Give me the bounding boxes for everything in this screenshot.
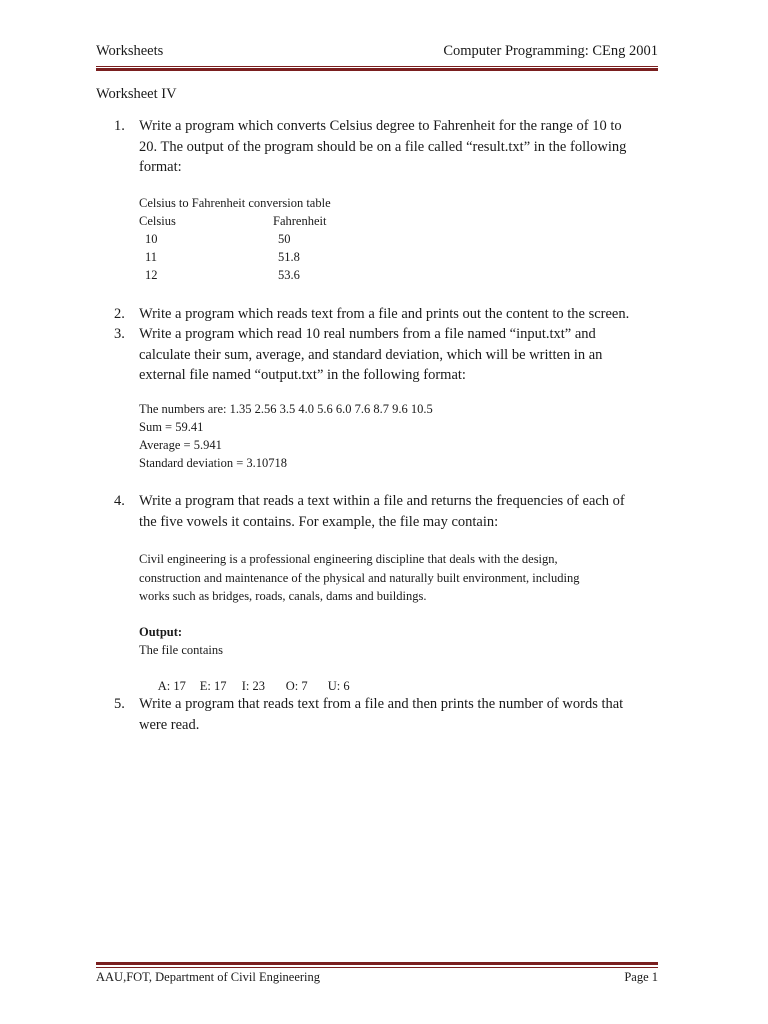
conversion-caption: Celsius to Fahrenheit conversion table <box>139 196 331 210</box>
example-line: Civil engineering is a professional engineering discipline that deals with the design, <box>139 552 558 566</box>
fahrenheit-cell: 50 <box>278 232 291 246</box>
vowel-count-e: E: 17 <box>199 679 227 693</box>
question-line: Write a program that reads a text within a file and returns the frequencies of each of <box>139 493 625 509</box>
question-number: 4. <box>114 493 125 509</box>
stats-output-block <box>139 400 433 472</box>
question-line: Write a program which read 10 real numbers from a file named “input.txt” and <box>139 326 596 342</box>
question-number: 2. <box>114 306 125 322</box>
header-celsius: Celsius <box>139 214 176 228</box>
header-right: Computer Programming: CEng 2001 <box>443 43 658 59</box>
question-4 <box>114 491 659 532</box>
question-1 <box>114 116 659 178</box>
fahrenheit-cell: 53.6 <box>278 268 300 282</box>
question-line: Write a program which converts Celsius degree to Fahrenheit for the range of 10 to <box>139 118 622 134</box>
question-line: were read. <box>139 716 200 733</box>
question-line: Write a program that reads text from a file and then prints the number of words that <box>139 696 624 712</box>
example-line: works such as bridges, roads, canals, dams and buildings. <box>139 589 427 603</box>
footer-rule-thin <box>96 967 658 968</box>
celsius-cell: 12 <box>145 268 158 282</box>
table-row <box>139 248 326 266</box>
question-line: Write a program which reads text from a file and prints out the content to the screen. <box>139 306 630 322</box>
output-line: The file contains <box>139 643 223 657</box>
question-2 <box>114 304 659 325</box>
stats-average-line: Average = 5.941 <box>139 438 222 452</box>
header-left: Worksheets <box>96 43 164 59</box>
footer-left: AAU,FOT, Department of Civil Engineering <box>96 970 321 984</box>
vowel-count-a: A: 17 <box>157 679 186 693</box>
table-header-row <box>139 212 326 230</box>
table-row <box>139 230 326 248</box>
output-label: Output: <box>139 625 183 639</box>
question-line: format: <box>139 159 182 175</box>
stats-sum-line: Sum = 59.41 <box>139 420 204 434</box>
question-5 <box>114 694 659 735</box>
header-rule-thin <box>96 66 658 67</box>
stats-stddev-line: Standard deviation = 3.10718 <box>139 456 287 470</box>
example-line: construction and maintenance of the physical and naturally built environment, including <box>139 570 580 585</box>
vowel-count-i: I: 23 <box>241 679 266 693</box>
celsius-cell: 10 <box>145 232 158 246</box>
conversion-table-block <box>139 194 331 284</box>
page-number: Page 1 <box>624 970 658 984</box>
stats-numbers-line: The numbers are: 1.35 2.56 3.5 4.0 5.6 6.0 7.6 8.7 9.6 10.5 <box>139 402 433 416</box>
vowel-count-u: U: 6 <box>327 679 350 693</box>
question-number: 1. <box>114 118 125 134</box>
question-number: 3. <box>114 326 125 342</box>
vowel-count-o: O: 7 <box>285 679 308 693</box>
header-fahrenheit: Fahrenheit <box>273 214 327 228</box>
celsius-cell: 11 <box>145 250 158 264</box>
question-line: calculate their sum, average, and standard deviation, which will be written in an <box>139 346 603 363</box>
page-header <box>96 43 658 63</box>
question-3 <box>114 324 659 386</box>
question-line: 20. The output of the program should be on a file called “result.txt” in the following <box>139 138 627 155</box>
worksheet-title: Worksheet IV <box>96 86 177 102</box>
footer-rule-thick <box>96 962 658 965</box>
example-text-block <box>139 550 659 606</box>
question-line: external file named “output.txt” in the following format: <box>139 367 466 383</box>
header-rule-thick <box>96 68 658 71</box>
fahrenheit-cell: 51.8 <box>278 250 300 264</box>
conversion-table <box>139 212 326 284</box>
question-line: the five vowels it contains. For example, the file may contain: <box>139 513 499 530</box>
question-number: 5. <box>114 696 125 712</box>
table-row <box>139 266 326 284</box>
